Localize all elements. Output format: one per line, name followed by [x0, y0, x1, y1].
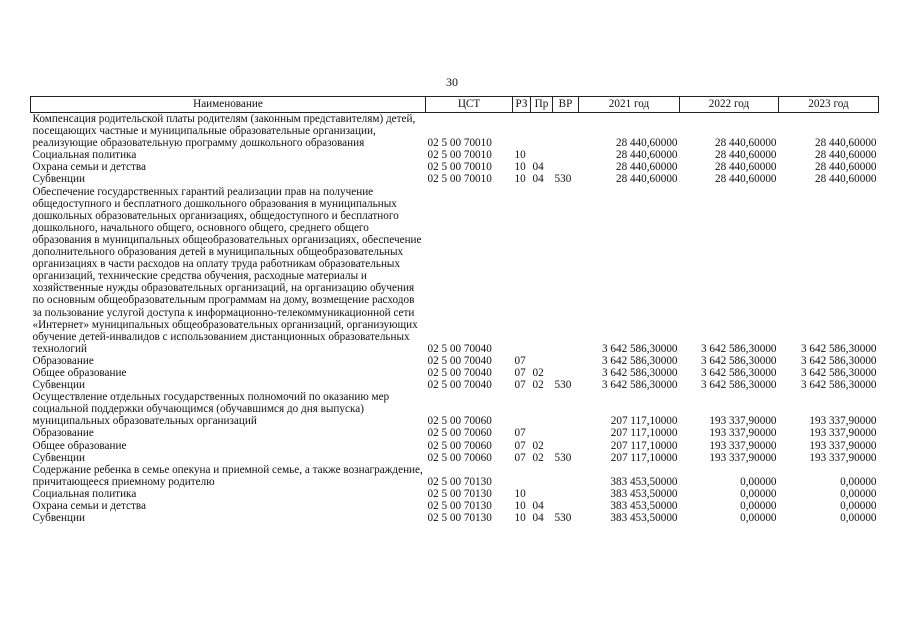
cell-cst: 02 5 00 70040: [427, 379, 492, 392]
cell-pr: 04: [532, 173, 544, 186]
table-header-row: [31, 97, 879, 113]
cell-rz: 07: [514, 427, 526, 440]
cell-rz: 07: [514, 379, 526, 392]
cell-2022: 3 642 586,30000: [700, 354, 777, 367]
cell-vr: [553, 440, 579, 452]
budget-table: [30, 96, 879, 524]
cell-2023: 193 337,90000: [809, 451, 877, 464]
cell-2021: 207 117,10000: [610, 451, 678, 464]
cell-2023: 193 337,90000: [809, 415, 877, 428]
cell-rz: [513, 186, 531, 355]
cell-2021: 383 453,50000: [610, 500, 678, 512]
cell-2022: 193 337,90000: [709, 427, 777, 440]
table-row: [31, 488, 879, 500]
cell-2022: 193 337,90000: [709, 415, 777, 428]
cell-pr: 02: [532, 366, 544, 379]
page-number: 30: [446, 75, 458, 89]
cell-cst: 02 5 00 70130: [427, 512, 492, 525]
cell-2023: 0,00000: [840, 512, 877, 525]
cell-pr: 02: [532, 451, 544, 464]
header-2022: 2022 год: [680, 97, 779, 113]
cell-vr: [553, 488, 579, 500]
cell-rz: 07: [514, 354, 526, 367]
cell-2023: 3 642 586,30000: [800, 342, 877, 355]
cell-pr: 04: [532, 161, 544, 174]
cell-2023: 0,00000: [840, 500, 877, 512]
cell-2023: 28 440,60000: [814, 149, 877, 162]
cell-name: Субвенции: [32, 512, 85, 525]
cell-cst: 02 5 00 70060: [427, 451, 492, 464]
cell-2021: 28 440,60000: [615, 161, 678, 174]
cell-vr: [553, 427, 579, 439]
cell-pr: 04: [532, 512, 544, 525]
cell-2021: 3 642 586,30000: [601, 379, 678, 392]
cell-2022: 28 440,60000: [714, 161, 777, 174]
cell-2023: 0,00000: [840, 487, 877, 500]
header-rz: РЗ: [513, 97, 531, 113]
cell-2023: 3 642 586,30000: [800, 379, 877, 392]
cell-2021: 383 453,50000: [610, 475, 678, 488]
cell-rz: 07: [514, 451, 526, 464]
cell-2023: 193 337,90000: [809, 427, 877, 440]
cell-cst: 02 5 00 70010: [427, 137, 492, 150]
cell-vr: 530: [554, 173, 572, 186]
cell-rz: 07: [514, 366, 526, 379]
cell-name: Субвенции: [32, 379, 85, 392]
cell-2021: 3 642 586,30000: [601, 354, 678, 367]
cell-vr: 530: [554, 451, 572, 464]
cell-2022: 3 642 586,30000: [700, 379, 777, 392]
header-2023: 2023 год: [779, 97, 879, 113]
cell-2021: 383 453,50000: [610, 512, 678, 525]
header-vr: ВР: [553, 97, 579, 113]
cell-pr: 02: [532, 379, 544, 392]
table-row: [31, 391, 879, 427]
cell-2021: 28 440,60000: [615, 173, 678, 186]
table-body: [31, 113, 879, 525]
cell-2022: 28 440,60000: [714, 137, 777, 150]
cell-vr: [553, 355, 579, 367]
cell-rz: [513, 464, 531, 488]
cell-rz: 10: [514, 149, 526, 162]
cell-2022: 193 337,90000: [709, 451, 777, 464]
cell-cst: 02 5 00 70010: [427, 173, 492, 186]
table-row: [31, 186, 879, 355]
cell-rz: [513, 391, 531, 427]
table-row: [31, 161, 879, 173]
cell-2023: 28 440,60000: [814, 161, 877, 174]
cell-cst: 02 5 00 70130: [427, 500, 492, 512]
table-row: [31, 355, 879, 367]
cell-cst: 02 5 00 70010: [427, 161, 492, 174]
cell-name: Социальная политика: [32, 149, 137, 162]
cell-vr: [553, 500, 579, 512]
cell-2021: 207 117,10000: [610, 427, 678, 440]
cell-2021: 3 642 586,30000: [601, 366, 678, 379]
cell-name: Содержание ребенка в семье опекуна и приемной семье, а также вознаграждение, причитающееся приемному родителю: [32, 463, 423, 488]
cell-vr: [553, 161, 579, 173]
cell-pr: [531, 427, 553, 439]
cell-rz: 07: [514, 439, 526, 452]
cell-vr: [553, 149, 579, 161]
cell-name: Компенсация родительской платы родителям (законным представителям) детей, посещающих частные и муниципальные образовательные организации, реализующие образовательную программу дошкольного образования: [32, 113, 416, 150]
table-row: [31, 149, 879, 161]
cell-2022: 193 337,90000: [709, 439, 777, 452]
cell-2021: 383 453,50000: [610, 487, 678, 500]
cell-cst: 02 5 00 70040: [427, 342, 492, 355]
cell-pr: 02: [532, 439, 544, 452]
cell-name: Охрана семьи и детства: [32, 161, 146, 174]
cell-2021: 28 440,60000: [615, 149, 678, 162]
cell-vr: [553, 464, 579, 488]
cell-name: Обеспечение государственных гарантий реализации прав на получение общедоступного и бесплатного дошкольного образования в муниципальных дошкольных образовательных организациях, общедоступного и бесплатного дошкольного, начального общего, основного общего, среднего общего образования в муниципальных общеобразовательных организациях, обеспечение дополнительного образования детей в муниципальных общеобразовательных организациях в части расходов на оплату труда работникам образовательных организаций, технические средства обучения, расходные материалы и хозяйственные нужды образовательных организаций, на организацию обучения по основным общеобразовательным программам на дому, возмещение расходов за пользование услугой доступа к информационно-телекоммуникационной сети «Интернет» муниципальных общеобразовательных организаций, организующих обучение детей-инвалидов с использованием дистанционных образовательных технологий: [32, 185, 422, 355]
table-row: [31, 440, 879, 452]
table-row: [31, 113, 879, 150]
cell-2022: 28 440,60000: [714, 149, 777, 162]
cell-name: Образование: [32, 354, 94, 367]
cell-rz: 10: [514, 500, 526, 512]
cell-2021: 28 440,60000: [615, 137, 678, 150]
cell-2023: 3 642 586,30000: [800, 366, 877, 379]
cell-cst: 02 5 00 70060: [427, 439, 492, 452]
cell-2022: 0,00000: [740, 487, 777, 500]
cell-vr: [553, 186, 579, 355]
cell-2023: 0,00000: [840, 475, 877, 488]
table-row: [31, 512, 879, 524]
cell-name: Субвенции: [32, 451, 85, 464]
cell-cst: 02 5 00 70040: [427, 354, 492, 367]
cell-vr: [553, 367, 579, 379]
cell-2023: 28 440,60000: [814, 173, 877, 186]
cell-name: Общее образование: [32, 366, 127, 379]
header-pr: Пр: [531, 97, 553, 113]
table-row: [31, 452, 879, 464]
cell-2022: 0,00000: [740, 512, 777, 525]
cell-cst: 02 5 00 70040: [427, 366, 492, 379]
table-row: [31, 427, 879, 439]
header-cst: ЦСТ: [426, 97, 513, 113]
cell-2021: 207 117,10000: [610, 415, 678, 428]
table-row: [31, 367, 879, 379]
cell-name: Общее образование: [32, 439, 127, 452]
cell-2023: 3 642 586,30000: [800, 354, 877, 367]
table-row: [31, 464, 879, 488]
cell-rz: 10: [514, 161, 526, 174]
table-row: [31, 379, 879, 391]
cell-2022: 3 642 586,30000: [700, 342, 777, 355]
cell-2022: 0,00000: [740, 500, 777, 512]
cell-name: Осуществление отдельных государственных полномочий по оказанию мер социальной поддержки обучающимся (обучавшимся до дня выпуска) муниципальных образовательных организаций: [32, 391, 390, 428]
cell-vr: 530: [554, 379, 572, 392]
cell-2022: 3 642 586,30000: [700, 366, 777, 379]
cell-vr: 530: [554, 512, 572, 525]
cell-cst: 02 5 00 70060: [427, 427, 492, 440]
table-row: [31, 500, 879, 512]
cell-pr: [531, 149, 553, 161]
cell-pr: [531, 355, 553, 367]
cell-2023: 28 440,60000: [814, 137, 877, 150]
cell-vr: [553, 113, 579, 150]
cell-rz: [513, 113, 531, 150]
header-2021: 2021 год: [579, 97, 680, 113]
cell-2021: 3 642 586,30000: [601, 342, 678, 355]
cell-name: Охрана семьи и детства: [32, 500, 146, 512]
cell-2022: 0,00000: [740, 475, 777, 488]
cell-pr: [531, 488, 553, 500]
cell-cst: 02 5 00 70130: [427, 475, 492, 488]
cell-pr: 04: [532, 500, 544, 512]
cell-vr: [553, 391, 579, 427]
cell-cst: 02 5 00 70010: [427, 149, 492, 162]
cell-name: Образование: [32, 427, 94, 440]
cell-cst: 02 5 00 70060: [427, 415, 492, 428]
cell-2021: 207 117,10000: [610, 439, 678, 452]
cell-pr: [531, 391, 553, 427]
cell-2022: 28 440,60000: [714, 173, 777, 186]
cell-name: Социальная политика: [32, 487, 137, 500]
cell-pr: [531, 464, 553, 488]
cell-rz: 10: [514, 487, 526, 500]
cell-2023: 193 337,90000: [809, 439, 877, 452]
cell-rz: 10: [514, 173, 526, 186]
cell-pr: [531, 186, 553, 355]
header-name: Наименование: [31, 97, 426, 113]
cell-rz: 10: [514, 512, 526, 525]
cell-cst: 02 5 00 70130: [427, 487, 492, 500]
cell-name: Субвенции: [32, 173, 85, 186]
cell-pr: [531, 113, 553, 150]
table-row: [31, 173, 879, 185]
